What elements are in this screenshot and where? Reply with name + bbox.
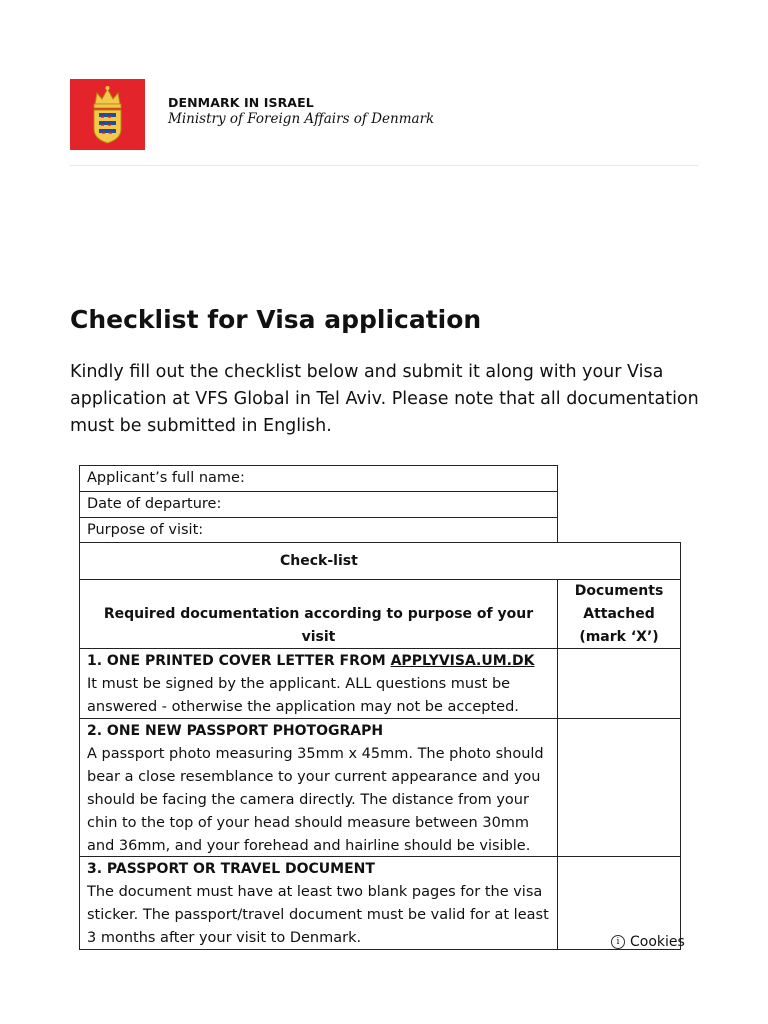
page-title: Checklist for Visa application: [70, 305, 482, 334]
item-title: 3. PASSPORT OR TRAVEL DOCUMENT: [87, 861, 375, 877]
departure-date-field[interactable]: [79, 491, 558, 518]
item-text-line: should be facing the camera directly. The distance from your: [87, 792, 529, 808]
attached-checkbox-cover-letter[interactable]: [557, 648, 681, 719]
checklist-item-passport: [79, 856, 558, 950]
item-text-line: and 36mm, and your forehead and hairline should be visible.: [87, 838, 531, 854]
item-title-prefix: 1. ONE PRINTED COVER LETTER FROM: [87, 653, 391, 669]
departure-date-label: Date of departure:: [87, 496, 222, 512]
checklist-item-passport-photo: [79, 718, 558, 857]
item-text-line: sticker. The passport/travel document must be valid for at least: [87, 907, 549, 923]
intro-paragraph: Kindly fill out the checklist below and submit it along with your Visa application at VFS Global in Tel Aviv. Please note that all documentation must be submitted in English.: [70, 362, 699, 436]
danish-coat-of-arms-icon[interactable]: [70, 79, 145, 150]
col-attached-line1: Documents: [574, 583, 664, 599]
applyvisa-link[interactable]: APPLYVISA.UM.DK: [390, 653, 535, 669]
checklist-heading: Check-list: [280, 553, 358, 569]
attached-checkbox-passport-photo[interactable]: [557, 718, 681, 857]
col-required-label: Required documentation according to purpose of your visit: [103, 606, 534, 645]
checklist-item-cover-letter: [79, 648, 558, 719]
col-header-required: [79, 579, 558, 649]
item-text-line: answered - otherwise the application may not be accepted.: [87, 699, 519, 715]
applicant-name-field[interactable]: [79, 465, 558, 492]
item-title: 2. ONE NEW PASSPORT PHOTOGRAPH: [87, 723, 384, 739]
info-icon: i: [611, 935, 625, 949]
item-text-line: The document must have at least two blank pages for the visa: [87, 884, 543, 900]
cookies-button[interactable]: [611, 934, 685, 950]
item-text-line: A passport photo measuring 35mm x 45mm. The photo should: [87, 746, 544, 762]
purpose-label: Purpose of visit:: [87, 522, 204, 538]
header-divider: [70, 165, 698, 166]
applicant-name-label: Applicant’s full name:: [87, 470, 245, 486]
checklist-heading-row: [79, 542, 681, 580]
col-attached-line3: (mark ‘X’): [579, 629, 659, 645]
org-name[interactable]: DENMARK IN ISRAEL: [168, 95, 314, 110]
item-text-line: It must be signed by the applicant. ALL questions must be: [87, 676, 511, 692]
purpose-field[interactable]: [79, 517, 558, 543]
item-text-line: 3 months after your visit to Denmark.: [87, 930, 362, 946]
cookies-label: Cookies: [630, 934, 685, 950]
col-attached-line2: Attached: [583, 606, 655, 622]
item-title: [87, 650, 550, 673]
org-subtitle: Ministry of Foreign Affairs of Denmark: [168, 111, 435, 127]
item-text-line: chin to the top of your head should measure between 30mm: [87, 815, 530, 831]
item-text-line: bear a close resemblance to your current appearance and you: [87, 769, 541, 785]
col-header-attached: [557, 579, 681, 649]
